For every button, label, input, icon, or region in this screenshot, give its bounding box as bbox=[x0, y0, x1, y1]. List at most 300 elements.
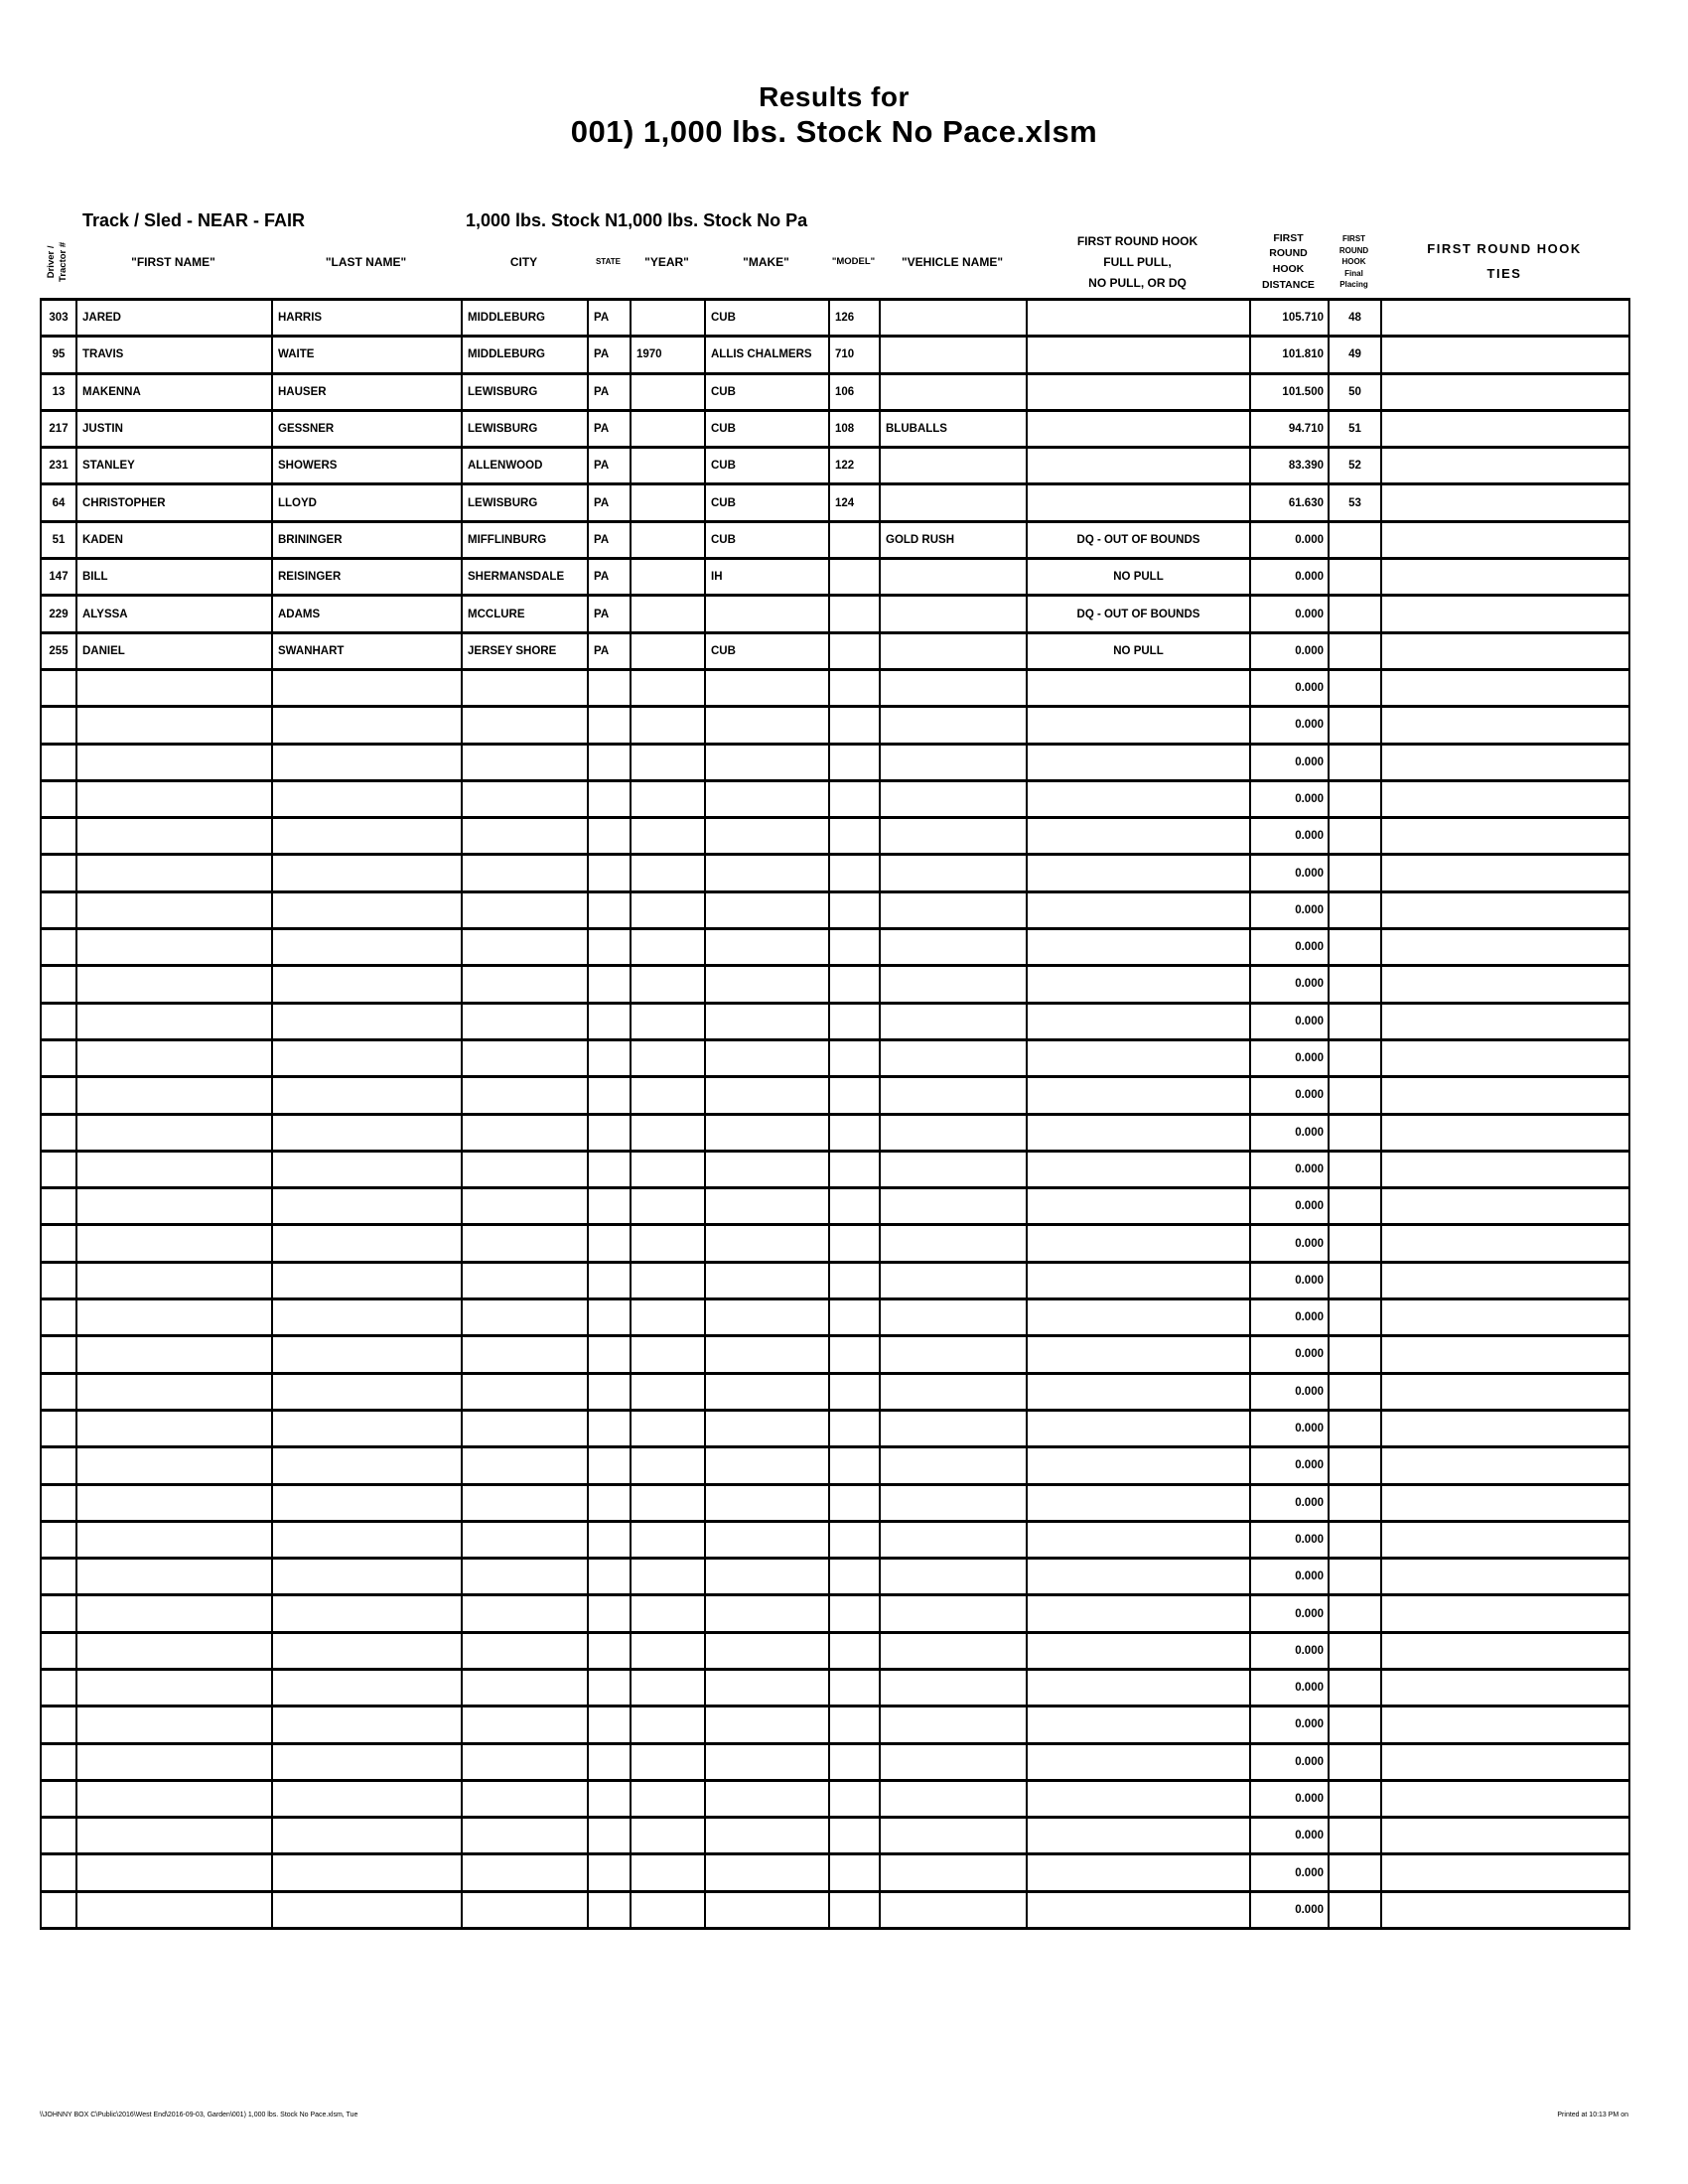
cell-placing bbox=[1329, 855, 1381, 891]
cell-full-pull bbox=[1027, 1188, 1250, 1225]
empty-row bbox=[41, 891, 1629, 928]
cell-full-pull bbox=[1027, 1632, 1250, 1669]
cell-first-name bbox=[76, 1114, 272, 1151]
cell-driver bbox=[41, 1891, 76, 1928]
table-row bbox=[41, 300, 1629, 337]
cell-placing bbox=[1329, 1299, 1381, 1336]
cell-distance: 0.000 bbox=[1250, 744, 1329, 780]
cell-last-name bbox=[272, 1151, 462, 1187]
empty-row bbox=[41, 1780, 1629, 1817]
cell-full-pull bbox=[1027, 744, 1250, 780]
cell-first-name bbox=[76, 1706, 272, 1743]
empty-row bbox=[41, 1706, 1629, 1743]
cell-vehicle-name bbox=[880, 744, 1027, 780]
cell-last-name bbox=[272, 1188, 462, 1225]
cell-full-pull bbox=[1027, 1225, 1250, 1262]
cell-city: LEWISBURG bbox=[462, 410, 588, 447]
cell-model bbox=[829, 1225, 880, 1262]
cell-make bbox=[705, 1854, 829, 1891]
cell-driver bbox=[41, 1114, 76, 1151]
cell-make bbox=[705, 1669, 829, 1706]
empty-row bbox=[41, 1336, 1629, 1373]
cell-state bbox=[588, 1039, 631, 1076]
empty-row bbox=[41, 1151, 1629, 1187]
cell-city bbox=[462, 744, 588, 780]
cell-last-name bbox=[272, 1336, 462, 1373]
cell-make bbox=[705, 744, 829, 780]
cell-state bbox=[588, 744, 631, 780]
cell-full-pull bbox=[1027, 1336, 1250, 1373]
empty-row bbox=[41, 1410, 1629, 1446]
cell-vehicle-name bbox=[880, 632, 1027, 669]
cell-city bbox=[462, 1891, 588, 1928]
cell-make bbox=[705, 1039, 829, 1076]
cell-vehicle-name bbox=[880, 1410, 1027, 1446]
column-header-model: "MODEL" bbox=[831, 255, 876, 267]
cell-vehicle-name: BLUBALLS bbox=[880, 410, 1027, 447]
cell-vehicle-name bbox=[880, 707, 1027, 744]
cell-year bbox=[631, 929, 705, 966]
column-header-ties: FIRST ROUND HOOK TIES bbox=[1427, 241, 1582, 281]
cell-make bbox=[705, 891, 829, 928]
cell-first-name bbox=[76, 1373, 272, 1410]
cell-driver bbox=[41, 780, 76, 817]
cell-driver bbox=[41, 855, 76, 891]
cell-year bbox=[631, 410, 705, 447]
cell-year bbox=[631, 1299, 705, 1336]
cell-first-name: TRAVIS bbox=[76, 337, 272, 373]
cell-model bbox=[829, 1743, 880, 1780]
empty-row bbox=[41, 1225, 1629, 1262]
cell-ties bbox=[1381, 521, 1629, 558]
cell-driver bbox=[41, 1077, 76, 1114]
cell-vehicle-name bbox=[880, 596, 1027, 632]
cell-first-name bbox=[76, 1780, 272, 1817]
cell-placing bbox=[1329, 1114, 1381, 1151]
cell-distance: 101.500 bbox=[1250, 373, 1329, 410]
cell-first-name: JARED bbox=[76, 300, 272, 337]
cell-make: CUB bbox=[705, 410, 829, 447]
cell-vehicle-name bbox=[880, 1706, 1027, 1743]
cell-state bbox=[588, 1262, 631, 1298]
cell-model bbox=[829, 1632, 880, 1669]
cell-placing bbox=[1329, 1077, 1381, 1114]
cell-model bbox=[829, 1410, 880, 1446]
cell-year bbox=[631, 966, 705, 1003]
cell-distance: 0.000 bbox=[1250, 1077, 1329, 1114]
empty-row bbox=[41, 1299, 1629, 1336]
table-row bbox=[41, 410, 1629, 447]
cell-state bbox=[588, 1891, 631, 1928]
cell-distance: 0.000 bbox=[1250, 596, 1329, 632]
cell-full-pull bbox=[1027, 780, 1250, 817]
cell-first-name bbox=[76, 1039, 272, 1076]
cell-driver bbox=[41, 1743, 76, 1780]
cell-state: PA bbox=[588, 300, 631, 337]
cell-model: 124 bbox=[829, 484, 880, 521]
cell-year bbox=[631, 1003, 705, 1039]
cell-year bbox=[631, 818, 705, 855]
cell-state bbox=[588, 1669, 631, 1706]
cell-ties bbox=[1381, 1410, 1629, 1446]
cell-state: PA bbox=[588, 337, 631, 373]
cell-vehicle-name bbox=[880, 337, 1027, 373]
cell-placing bbox=[1329, 632, 1381, 669]
cell-distance: 0.000 bbox=[1250, 1447, 1329, 1484]
cell-ties bbox=[1381, 1595, 1629, 1632]
cell-model: 126 bbox=[829, 300, 880, 337]
cell-distance: 0.000 bbox=[1250, 632, 1329, 669]
cell-ties bbox=[1381, 448, 1629, 484]
cell-city bbox=[462, 1706, 588, 1743]
cell-distance: 0.000 bbox=[1250, 891, 1329, 928]
cell-model bbox=[829, 1521, 880, 1558]
cell-vehicle-name bbox=[880, 1632, 1027, 1669]
cell-placing bbox=[1329, 1780, 1381, 1817]
cell-first-name bbox=[76, 818, 272, 855]
cell-make bbox=[705, 1706, 829, 1743]
cell-vehicle-name bbox=[880, 1521, 1027, 1558]
cell-last-name bbox=[272, 966, 462, 1003]
cell-state bbox=[588, 1003, 631, 1039]
cell-last-name bbox=[272, 1373, 462, 1410]
cell-first-name bbox=[76, 1818, 272, 1854]
cell-city: SHERMANSDALE bbox=[462, 559, 588, 596]
cell-year: 1970 bbox=[631, 337, 705, 373]
cell-ties bbox=[1381, 1706, 1629, 1743]
cell-state bbox=[588, 818, 631, 855]
cell-city bbox=[462, 855, 588, 891]
cell-model bbox=[829, 1669, 880, 1706]
cell-city bbox=[462, 1188, 588, 1225]
cell-last-name: ADAMS bbox=[272, 596, 462, 632]
cell-placing bbox=[1329, 1410, 1381, 1446]
cell-first-name bbox=[76, 1891, 272, 1928]
cell-vehicle-name bbox=[880, 1114, 1027, 1151]
cell-distance: 0.000 bbox=[1250, 855, 1329, 891]
empty-row bbox=[41, 1595, 1629, 1632]
cell-distance: 0.000 bbox=[1250, 1595, 1329, 1632]
cell-last-name bbox=[272, 1003, 462, 1039]
cell-year bbox=[631, 521, 705, 558]
empty-row bbox=[41, 929, 1629, 966]
empty-row bbox=[41, 1521, 1629, 1558]
cell-distance: 0.000 bbox=[1250, 1188, 1329, 1225]
cell-year bbox=[631, 855, 705, 891]
cell-placing: 51 bbox=[1329, 410, 1381, 447]
cell-make bbox=[705, 1151, 829, 1187]
cell-ties bbox=[1381, 1484, 1629, 1521]
cell-first-name bbox=[76, 1484, 272, 1521]
cell-placing bbox=[1329, 1854, 1381, 1891]
cell-ties bbox=[1381, 484, 1629, 521]
cell-make bbox=[705, 1559, 829, 1595]
cell-placing bbox=[1329, 707, 1381, 744]
cell-last-name bbox=[272, 1854, 462, 1891]
cell-model bbox=[829, 1595, 880, 1632]
cell-state bbox=[588, 1077, 631, 1114]
cell-placing bbox=[1329, 1447, 1381, 1484]
cell-full-pull bbox=[1027, 1077, 1250, 1114]
cell-vehicle-name bbox=[880, 1595, 1027, 1632]
cell-ties bbox=[1381, 1151, 1629, 1187]
cell-make bbox=[705, 966, 829, 1003]
cell-first-name bbox=[76, 1225, 272, 1262]
cell-placing: 52 bbox=[1329, 448, 1381, 484]
cell-make bbox=[705, 1262, 829, 1298]
cell-placing bbox=[1329, 1743, 1381, 1780]
cell-placing bbox=[1329, 521, 1381, 558]
cell-vehicle-name bbox=[880, 966, 1027, 1003]
cell-ties bbox=[1381, 1854, 1629, 1891]
cell-year bbox=[631, 596, 705, 632]
cell-city: MIDDLEBURG bbox=[462, 337, 588, 373]
cell-city bbox=[462, 1410, 588, 1446]
cell-full-pull bbox=[1027, 818, 1250, 855]
empty-row bbox=[41, 1891, 1629, 1928]
cell-vehicle-name bbox=[880, 1373, 1027, 1410]
cell-make bbox=[705, 1891, 829, 1928]
cell-last-name bbox=[272, 1447, 462, 1484]
cell-state bbox=[588, 1484, 631, 1521]
cell-full-pull bbox=[1027, 1706, 1250, 1743]
cell-state bbox=[588, 891, 631, 928]
cell-driver bbox=[41, 891, 76, 928]
cell-distance: 0.000 bbox=[1250, 1336, 1329, 1373]
empty-row bbox=[41, 1854, 1629, 1891]
cell-year bbox=[631, 1632, 705, 1669]
cell-distance: 0.000 bbox=[1250, 669, 1329, 706]
cell-model bbox=[829, 596, 880, 632]
cell-last-name bbox=[272, 855, 462, 891]
cell-vehicle-name bbox=[880, 1669, 1027, 1706]
cell-vehicle-name bbox=[880, 1151, 1027, 1187]
cell-last-name: HAUSER bbox=[272, 373, 462, 410]
cell-driver bbox=[41, 1559, 76, 1595]
cell-make bbox=[705, 1114, 829, 1151]
cell-state: PA bbox=[588, 410, 631, 447]
cell-year bbox=[631, 632, 705, 669]
report-filename: 001) 1,000 lbs. Stock No Pace.xlsm bbox=[570, 114, 1098, 149]
cell-ties bbox=[1381, 1225, 1629, 1262]
cell-state bbox=[588, 669, 631, 706]
cell-full-pull bbox=[1027, 1780, 1250, 1817]
cell-state: PA bbox=[588, 596, 631, 632]
cell-city: MIFFLINBURG bbox=[462, 521, 588, 558]
cell-distance: 0.000 bbox=[1250, 1559, 1329, 1595]
cell-full-pull bbox=[1027, 1891, 1250, 1928]
cell-full-pull bbox=[1027, 1595, 1250, 1632]
cell-last-name bbox=[272, 707, 462, 744]
cell-city bbox=[462, 1632, 588, 1669]
cell-city bbox=[462, 707, 588, 744]
cell-first-name bbox=[76, 1595, 272, 1632]
column-header-distance: FIRST ROUND HOOK DISTANCE bbox=[1262, 231, 1315, 291]
cell-last-name: BRININGER bbox=[272, 521, 462, 558]
cell-state bbox=[588, 1114, 631, 1151]
cell-driver: 51 bbox=[41, 521, 76, 558]
empty-row bbox=[41, 1669, 1629, 1706]
cell-distance: 0.000 bbox=[1250, 1299, 1329, 1336]
cell-placing bbox=[1329, 669, 1381, 706]
cell-model bbox=[829, 1706, 880, 1743]
cell-placing bbox=[1329, 1632, 1381, 1669]
cell-model bbox=[829, 559, 880, 596]
cell-city bbox=[462, 1447, 588, 1484]
cell-city bbox=[462, 669, 588, 706]
cell-placing bbox=[1329, 1559, 1381, 1595]
cell-first-name bbox=[76, 1077, 272, 1114]
cell-vehicle-name bbox=[880, 1559, 1027, 1595]
cell-year bbox=[631, 1039, 705, 1076]
cell-year bbox=[631, 1854, 705, 1891]
cell-vehicle-name bbox=[880, 1854, 1027, 1891]
results-table-body bbox=[41, 300, 1629, 1929]
cell-city bbox=[462, 1854, 588, 1891]
cell-model bbox=[829, 1299, 880, 1336]
cell-year bbox=[631, 484, 705, 521]
cell-city bbox=[462, 1484, 588, 1521]
cell-year bbox=[631, 1114, 705, 1151]
cell-first-name: BILL bbox=[76, 559, 272, 596]
empty-row bbox=[41, 1077, 1629, 1114]
cell-year bbox=[631, 1891, 705, 1928]
cell-state bbox=[588, 1336, 631, 1373]
cell-last-name: WAITE bbox=[272, 337, 462, 373]
cell-city bbox=[462, 1818, 588, 1854]
cell-ties bbox=[1381, 1077, 1629, 1114]
cell-year bbox=[631, 780, 705, 817]
cell-ties bbox=[1381, 1632, 1629, 1669]
cell-year bbox=[631, 1151, 705, 1187]
cell-distance: 83.390 bbox=[1250, 448, 1329, 484]
cell-first-name bbox=[76, 1632, 272, 1669]
cell-placing: 48 bbox=[1329, 300, 1381, 337]
cell-vehicle-name: GOLD RUSH bbox=[880, 521, 1027, 558]
column-header-first-name: "FIRST NAME" bbox=[131, 254, 215, 269]
cell-make: CUB bbox=[705, 632, 829, 669]
cell-ties bbox=[1381, 1114, 1629, 1151]
cell-full-pull bbox=[1027, 929, 1250, 966]
cell-first-name bbox=[76, 1854, 272, 1891]
cell-city bbox=[462, 1669, 588, 1706]
cell-state bbox=[588, 1632, 631, 1669]
cell-distance: 0.000 bbox=[1250, 1669, 1329, 1706]
cell-driver: 95 bbox=[41, 337, 76, 373]
cell-driver bbox=[41, 1225, 76, 1262]
cell-make bbox=[705, 707, 829, 744]
cell-make bbox=[705, 1595, 829, 1632]
cell-state bbox=[588, 1225, 631, 1262]
cell-make: CUB bbox=[705, 373, 829, 410]
cell-vehicle-name bbox=[880, 1447, 1027, 1484]
table-row bbox=[41, 632, 1629, 669]
cell-first-name bbox=[76, 1299, 272, 1336]
cell-placing bbox=[1329, 1669, 1381, 1706]
cell-first-name bbox=[76, 891, 272, 928]
table-row bbox=[41, 484, 1629, 521]
cell-placing bbox=[1329, 1891, 1381, 1928]
cell-ties bbox=[1381, 929, 1629, 966]
cell-driver bbox=[41, 669, 76, 706]
cell-placing bbox=[1329, 744, 1381, 780]
cell-placing bbox=[1329, 818, 1381, 855]
cell-make bbox=[705, 780, 829, 817]
cell-city bbox=[462, 1336, 588, 1373]
cell-model bbox=[829, 1336, 880, 1373]
cell-driver bbox=[41, 1818, 76, 1854]
cell-driver bbox=[41, 1706, 76, 1743]
cell-placing bbox=[1329, 1262, 1381, 1298]
cell-vehicle-name bbox=[880, 929, 1027, 966]
cell-model bbox=[829, 1780, 880, 1817]
cell-make bbox=[705, 855, 829, 891]
cell-make: IH bbox=[705, 559, 829, 596]
cell-model bbox=[829, 744, 880, 780]
empty-row bbox=[41, 1114, 1629, 1151]
table-row bbox=[41, 596, 1629, 632]
cell-vehicle-name bbox=[880, 780, 1027, 817]
cell-full-pull bbox=[1027, 1854, 1250, 1891]
footer-file-path: \\JOHNNY BOX C\Public\2016\West End\2016-09-03, Garden\001) 1,000 lbs. Stock No Pace.xlsm, Tue bbox=[40, 2112, 358, 2118]
cell-driver: 255 bbox=[41, 632, 76, 669]
cell-first-name bbox=[76, 966, 272, 1003]
cell-full-pull bbox=[1027, 1373, 1250, 1410]
cell-last-name bbox=[272, 1743, 462, 1780]
cell-model bbox=[829, 1891, 880, 1928]
cell-placing bbox=[1329, 1484, 1381, 1521]
cell-placing bbox=[1329, 596, 1381, 632]
cell-model bbox=[829, 929, 880, 966]
cell-make bbox=[705, 1188, 829, 1225]
cell-state bbox=[588, 1595, 631, 1632]
cell-city bbox=[462, 818, 588, 855]
cell-full-pull bbox=[1027, 669, 1250, 706]
cell-vehicle-name bbox=[880, 448, 1027, 484]
cell-full-pull bbox=[1027, 1521, 1250, 1558]
column-header-driver: Driver / Tractor # bbox=[46, 241, 69, 283]
cell-full-pull bbox=[1027, 448, 1250, 484]
cell-model bbox=[829, 1262, 880, 1298]
cell-ties bbox=[1381, 559, 1629, 596]
cell-distance: 0.000 bbox=[1250, 1521, 1329, 1558]
cell-distance: 0.000 bbox=[1250, 1003, 1329, 1039]
cell-vehicle-name bbox=[880, 1225, 1027, 1262]
cell-state bbox=[588, 1780, 631, 1817]
column-header-make: "MAKE" bbox=[743, 254, 789, 269]
cell-city bbox=[462, 780, 588, 817]
cell-driver bbox=[41, 1521, 76, 1558]
cell-city bbox=[462, 1373, 588, 1410]
cell-first-name bbox=[76, 780, 272, 817]
empty-row bbox=[41, 1039, 1629, 1076]
cell-last-name: SHOWERS bbox=[272, 448, 462, 484]
cell-last-name bbox=[272, 891, 462, 928]
cell-ties bbox=[1381, 1559, 1629, 1595]
cell-model: 108 bbox=[829, 410, 880, 447]
cell-make bbox=[705, 1077, 829, 1114]
cell-ties bbox=[1381, 744, 1629, 780]
cell-placing bbox=[1329, 1706, 1381, 1743]
cell-placing bbox=[1329, 1151, 1381, 1187]
cell-last-name bbox=[272, 1891, 462, 1928]
cell-year bbox=[631, 448, 705, 484]
cell-distance: 0.000 bbox=[1250, 929, 1329, 966]
empty-row bbox=[41, 966, 1629, 1003]
cell-full-pull bbox=[1027, 1484, 1250, 1521]
cell-ties bbox=[1381, 1743, 1629, 1780]
cell-placing bbox=[1329, 1595, 1381, 1632]
